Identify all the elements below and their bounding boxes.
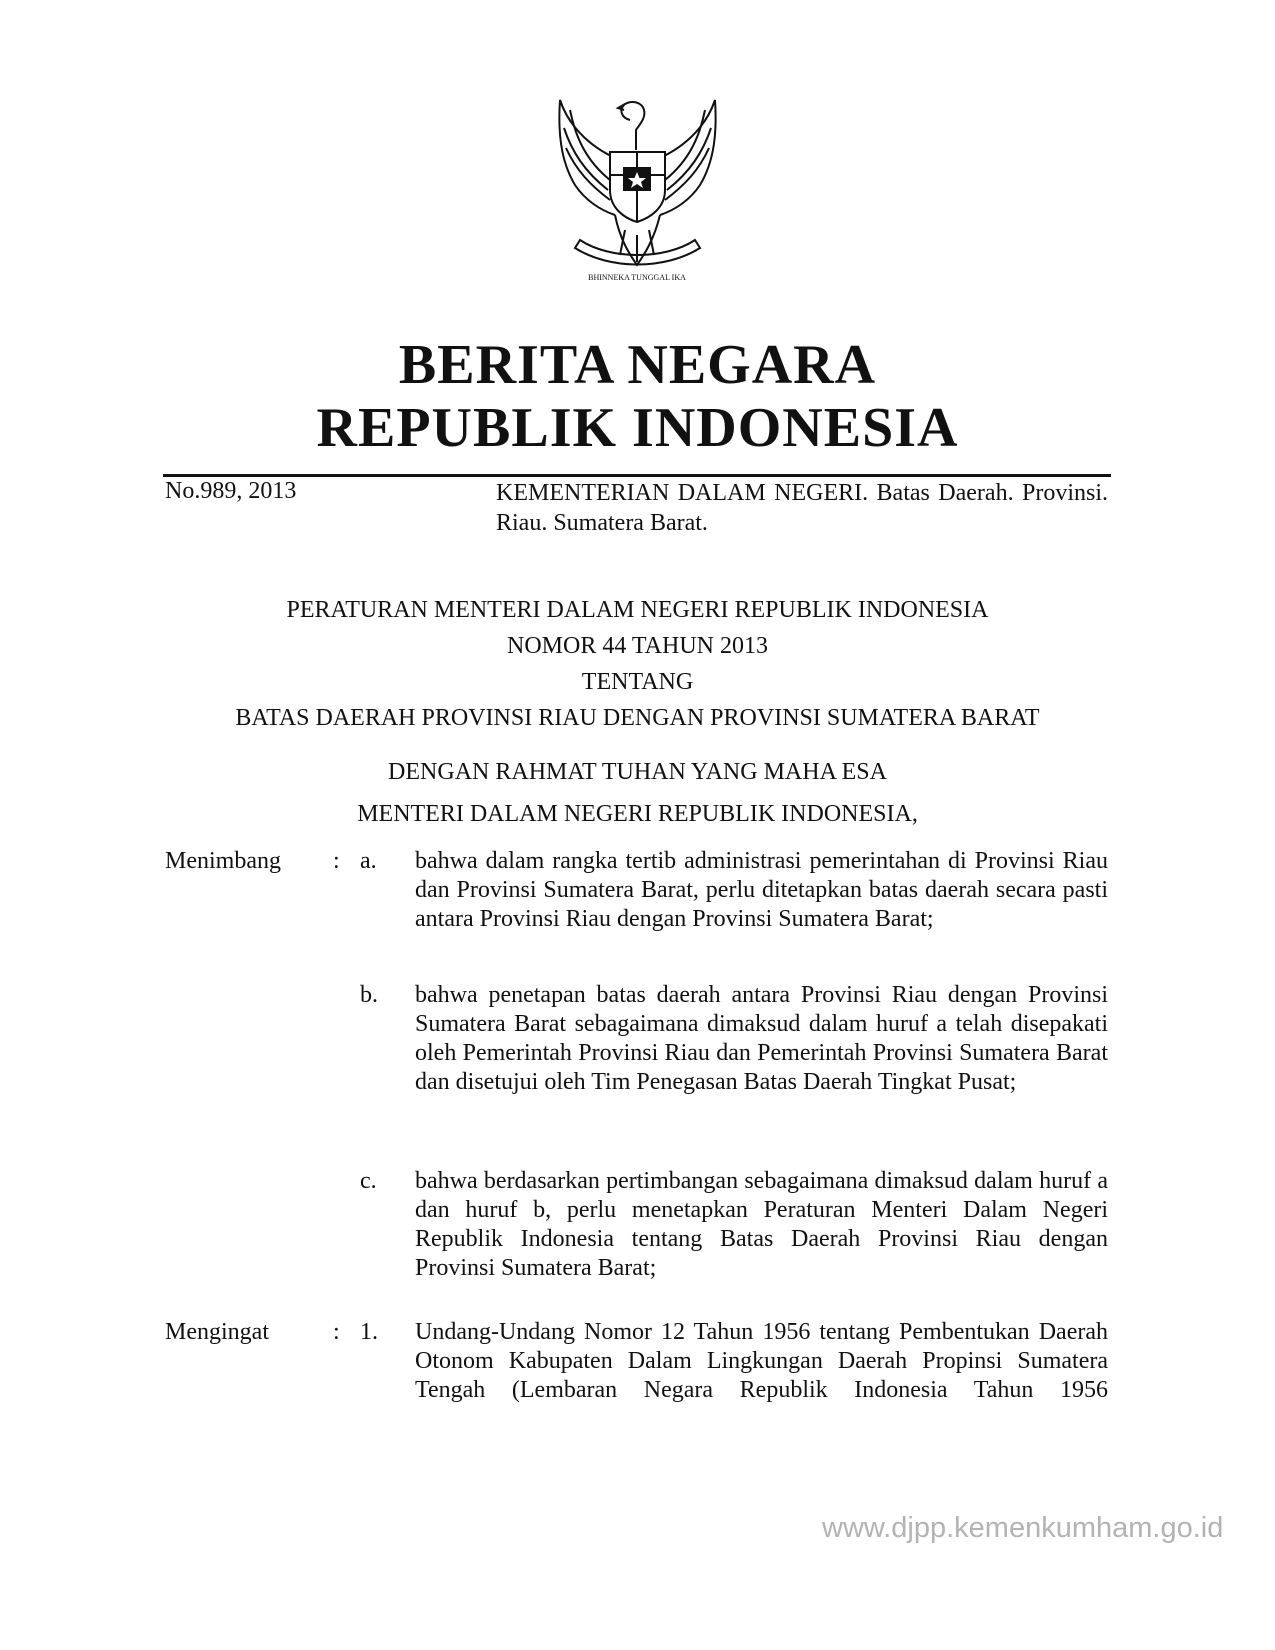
preamble-line: DENGAN RAHMAT TUHAN YANG MAHA ESA	[388, 759, 887, 785]
clause-marker: c.	[360, 1168, 377, 1194]
regulation-number: NOMOR 44 TAHUN 2013	[507, 633, 768, 659]
minister-line: MENTERI DALAM NEGERI REPUBLIK INDONESIA,	[357, 801, 918, 827]
regulation-title: PERATURAN MENTERI DALAM NEGERI REPUBLIK INDONESIA	[286, 597, 989, 623]
gazette-title-line2: REPUBLIK INDONESIA	[316, 397, 959, 459]
mengingat-colon: :	[333, 1319, 340, 1345]
mengingat-label: Mengingat	[165, 1319, 269, 1345]
gazette-subject: KEMENTERIAN DALAM NEGERI. Batas Daerah. Provinsi. Riau. Sumatera Barat.	[496, 480, 1108, 536]
regulation-tentang: TENTANG	[581, 669, 694, 695]
menimbang-label: Menimbang	[165, 848, 281, 874]
garuda-emblem-graphic	[540, 90, 735, 290]
clause-text: Undang-Undang Nomor 12 Tahun 1956 tentang Pembentukan Daerah Otonom Kabupaten Dalam Lingkungan Daerah Propinsi Sumatera Tengah (Lembaran Negara Republik Indonesia Tahun 1956	[415, 1319, 1108, 1403]
clause-marker: a.	[360, 848, 377, 874]
garuda-emblem	[540, 90, 735, 290]
clause-marker: b.	[360, 982, 378, 1008]
clause-text: bahwa penetapan batas daerah antara Provinsi Riau dengan Provinsi Sumatera Barat sebagaimana dimaksud dalam huruf a telah disepakati oleh Pemerintah Provinsi Riau dan Pemerintah Provinsi Sumatera Barat dan disetujui oleh Tim Penegasan Batas Daerah Tingkat Pusat;	[415, 982, 1108, 1095]
website-watermark: www.djpp.kemenkumham.go.id	[822, 1512, 1224, 1544]
clause-marker: 1.	[360, 1319, 378, 1345]
clause-text: bahwa dalam rangka tertib administrasi pemerintahan di Provinsi Riau dan Provinsi Sumatera Barat, perlu ditetapkan batas daerah secara pasti antara Provinsi Riau dengan Provinsi Sumatera Barat;	[415, 848, 1108, 932]
clause-text: bahwa berdasarkan pertimbangan sebagaimana dimaksud dalam huruf a dan huruf b, perlu menetapkan Peraturan Menteri Dalam Negeri Republik Indonesia tentang Batas Daerah Provinsi Riau dengan Provinsi Sumatera Barat;	[415, 1168, 1108, 1281]
regulation-subject: BATAS DAERAH PROVINSI RIAU DENGAN PROVINSI SUMATERA BARAT	[235, 705, 1040, 731]
gazette-title-line1: BERITA NEGARA	[398, 334, 877, 396]
svg-text:BHINNEKA TUNGGAL IKA: BHINNEKA TUNGGAL IKA	[588, 273, 686, 282]
header-divider	[163, 474, 1111, 477]
menimbang-colon: :	[333, 848, 340, 874]
gazette-number: No.989, 2013	[165, 478, 297, 504]
